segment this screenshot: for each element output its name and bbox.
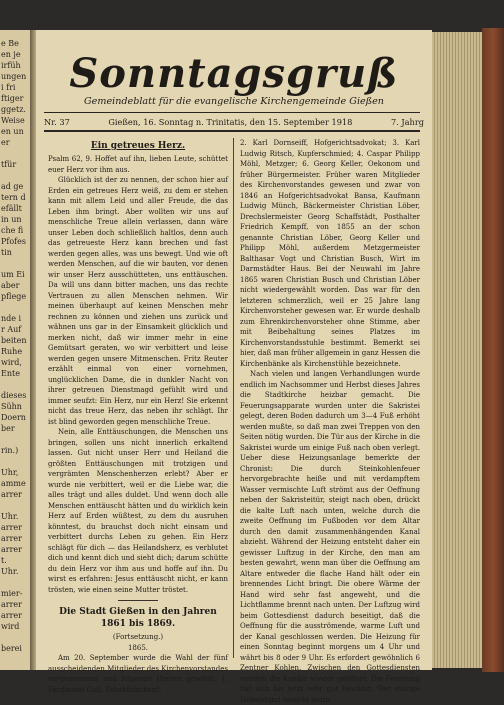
left-page-fragment: ggetz. <box>1 105 26 114</box>
column-left <box>48 138 228 695</box>
left-page-fragment: nde i <box>1 314 22 323</box>
left-page-fragment: Weise <box>1 116 25 125</box>
left-page-fragment: arrer <box>1 534 22 543</box>
article2-year: 1865. <box>127 643 149 652</box>
separator <box>118 600 158 601</box>
column-divider <box>233 138 234 658</box>
article1-body2: Nein, alle Enttäuschungen, die Menschen uns bringen, sollen uns nicht innerlich erkaltend lassen. Gut nicht unser Herr und Heiland die größten Enttäuschungen mit trotzigen und vergrämten Menschenherzen erlebt? Aber er wurde nie verbittert, weil er die Liebe war, die alles trägt und alles duldet. Und wenn doch alle Menschen enttäuscht hätten und du wirklich kein Herz auf Erden wüßtest, zu dem du ausruhen könntest, du brauchst doch nicht einsam und verbittert durchs Leben zu gehen. Ein Herz schlägt für dich — das Heilandsherz, es verblutet dich und kennt dich und sieht dich; darum schütte du dein Herz vor ihm aus und hoffe auf ihn. Du wirst es erfahren: Jesus enttäuscht nicht, er kann trösten, wie einen seine Mutter tröstet. <box>48 428 228 594</box>
article2-subtitle: (Fortsetzung.) <box>112 633 164 641</box>
left-page-fragment: Pfofes <box>1 237 26 246</box>
left-page-fragment: Uhr, <box>1 468 19 477</box>
left-page-fragment: in un <box>1 215 22 224</box>
left-page-fragment: ungen <box>1 72 27 81</box>
left-page-fragment: arrer <box>1 545 22 554</box>
newspaper-page <box>36 30 432 704</box>
left-page-fragment: wird, <box>1 358 22 367</box>
left-page-fragment: Ruhe <box>1 347 23 356</box>
article1-title: Ein getreues Herz. <box>90 141 186 151</box>
issue-place-date: Gießen, 16. Sonntag n. Trinitatis, den 15. September 1918 <box>108 117 353 127</box>
left-page-fragment: arrer <box>1 600 22 609</box>
left-page-fragment: pflege <box>1 292 27 301</box>
masthead-subtitle: Gemeindeblatt für die evangelische Kirchengemeinde Gießen <box>84 96 384 107</box>
left-page-fragment: amme <box>1 479 26 488</box>
col2-paragraph1: 2. Karl Dornseiff, Hofgerichtsadvokat; 3. Karl Ludwig Ritsch, Kupferschmied; 4. Caspar Philipp Möhl, Metzger; 6. Georg Keller, Oekonom und früher Bürgermeister. Früher waren Mitglieder des Kirchenvorstandes gewesen und zwar von 1846 an Hofgerichtsadvokat Bansa, Kaufmann Ludwig Münch, Bäckermeister Christian Löber, Drechslermeister Georg Schaffstädt, Posthalter Friedrich Kempff, von 1855 an der schon genannte Christian Löber, Georg Keller und Philipp Möhl, außerdem Metzgermeister Balthasar Vogt und Christian Busch, Wirt im Darmstädter Haus. Bei der Neuwahl im Jahre 1865 waren Christian Busch und Christian Löber nicht wiedergewählt worden. Das war für den letzteren schmerzlich, weil er 25 Jahre lang Kirchenvorsteher gewesen war. Er wurde deshalb zum Ehrenkirchenvorsteher ohne Stimme, aber mit Beibehaltung seines Platzes im Kirchenvorstandsstuhle bestimmt. Bemerkt sei hier, daß man früher allgemein in ganz Hessen die Kirchenbänke als Kirchenstühle bezeichnete. <box>240 139 420 368</box>
issue-number: Nr. 37 <box>44 117 70 127</box>
article2-title: Die Stadt Gießen in den Jahren 1861 bis 1869. <box>59 607 217 629</box>
left-page-fragment: e Be <box>1 39 19 48</box>
book-binding <box>482 28 504 672</box>
left-page-fragment: en un <box>1 127 24 136</box>
masthead <box>44 50 424 100</box>
left-page-fragment: i fri <box>1 83 16 92</box>
left-page-fragment: berei <box>1 644 22 653</box>
left-page-fragment: Uhr. <box>1 567 19 576</box>
left-page-fragment: t. <box>1 556 7 565</box>
left-page-fragment: Uhr. <box>1 512 19 521</box>
col2-paragraph2: Nach vielen und langen Verhandlungen wurde endlich im Nachsommer und Herbst dieses Jahres die Stadtkirche heizbar gemacht. Die Feuerungsapparate wurden unter die Sakristei gelegt, deren Boden dadurch um 3—4 Fuß erhöht werden mußte, so daß man zwei Treppen von den Seiten nötig wurden. Die Tür aus der Kirche in die Sakristei wurde um einige Fuß nach oben verlegt. Ueber diese Heizungsanlage bemerkte der Chronist: Die durch Steinkohlenfeuer hervorgebrachte heiße und mit verdampftem Wasser vermischte Luft strömt aus der Oeffnung neben der Sakristeitür, steigt nach oben, drückt die kalte Luft nach unten, welche durch die zweite Oeffnung im Fußboden vor dem Altar durch den damit zusammenhängenden Kanal abzieht. Während der Heizung entsteht daher ein gewisser Luftzug in der Kirche, den man am besten gewahrt, wenn man über die Oeffnung am Altare entweder die flache Hand hält oder ein brennendes Licht bringt. Die obere Wärme der Hand wird sehr fast angeweht, und die Lichtflamme brennt nach unten. Der Luftzug wird beim Gottesdienst dadurch beseitigt, daß die Oeffnung für die ausströmende, warme Luft und der Kanal geschlossen werden. Die Heizung für einen Sonntag beginnt morgens um 4 Uhr und währt bis 8 oder 9 Uhr. Es erfordert gewöhnlich 6 Zentner Kohlen. Zwischen den Gottesdiensten werden die Kanäle wieder geöffnet. Die Feuerung hat sich bis jetzt sehr gut bewährt. Der einzige Uebelstand besteht darin, <box>240 370 420 704</box>
left-page-fragment: mier- <box>1 589 23 598</box>
masthead-title: Sonntagsgruß <box>69 50 399 97</box>
left-page-fragment: aber <box>1 281 20 290</box>
page-edges <box>432 32 482 668</box>
left-page-fragment: tern d <box>1 193 26 202</box>
left-page-fragment: ber <box>1 424 15 433</box>
left-page-edge <box>0 30 31 670</box>
left-page-fragment: beiten <box>1 336 27 345</box>
column-right <box>240 138 420 705</box>
left-page-fragment: arrer <box>1 523 22 532</box>
left-page-fragment: ad ge <box>1 182 24 191</box>
article1-body: Glücklich ist der zu nennen, der schon hier auf Erden ein getreues Herz weiß, zu dem er stehen kann mit allem Leid und aller Freude, die das Leben ihm bringt. Aber wollten wir uns auf menschliche Treue allein verlassen, dann wäre unser Leben doch schließlich haltlos, denn auch das getreueste Herz kann brechen und fast werden gegen alles, was uns bewegt. Und wie oft werden Menschen, auf die wir bauten, vor denen wir unser Herz ausschütteten, uns enttäuschen. Da will uns dann bitter machen, uns das rechte Vertrauen zu allen Menschen nehmen. Wir meinen überhaupt auf keinen Menschen mehr rechnen zu können und ziehen uns zurück und wähnen uns gar in der Einsamkeit glücklich und merken nicht, daß wir immer mehr in eine Gemütsart geraten, wo wir verbittert und leise werden gegen unsere Mitmenschen. Fritz Reuter erzählt einmal von einer vornehmen, unglücklichen Dame, die in dunkler Nacht von ihrer getreuen Dienstmagd gefühlt wird und immer seufzt: Ein Herz, nur ein Herz! Sie erkennt nicht das treue Herz, das neben ihr schlägt. Ihr ist blind geworden gegen menschliche Treue. <box>48 176 228 426</box>
left-page-fragment: Sühn <box>1 402 22 411</box>
article2-body: Am 20. September wurde die Wahl der fünf ausscheidenden Mitglieder des Kirchenvorstandes vorgenommen und folgende Herren gewählt: 1. Ferdinand Gail, Tabakfabrikant; <box>48 654 228 694</box>
left-page-fragment: um Ei <box>1 270 25 279</box>
left-page-fragment: er <box>1 138 10 147</box>
left-page-fragment: Ente <box>1 369 20 378</box>
left-page-fragment: tfür <box>1 160 17 169</box>
left-page-fragment: irfüh <box>1 61 21 70</box>
left-page-fragment: en je <box>1 50 21 59</box>
left-page-fragment: wird <box>1 622 20 631</box>
left-page-fragment: arrer <box>1 490 22 499</box>
issue-volume: 7. Jahrg <box>390 117 424 127</box>
left-page-fragment: arrer <box>1 611 22 620</box>
left-page-fragment: tin <box>1 248 12 257</box>
left-page-fragment: che fi <box>1 226 24 235</box>
issue-line <box>44 117 424 127</box>
left-page-fragment: dieses <box>1 391 27 400</box>
left-page-fragment: Doern <box>1 413 26 422</box>
article1-psalm: Psalm 62, 9. Hoffet auf ihn, lieben Leute, schüttet euer Herz vor ihm aus. <box>48 155 228 174</box>
left-page-fragment: rin.) <box>1 446 19 455</box>
left-page-fragment: r Auf <box>1 325 22 334</box>
left-page-fragment: efällt <box>1 204 22 213</box>
left-page-fragment: ftiger <box>1 94 24 103</box>
divider <box>44 130 420 132</box>
divider <box>44 112 420 113</box>
